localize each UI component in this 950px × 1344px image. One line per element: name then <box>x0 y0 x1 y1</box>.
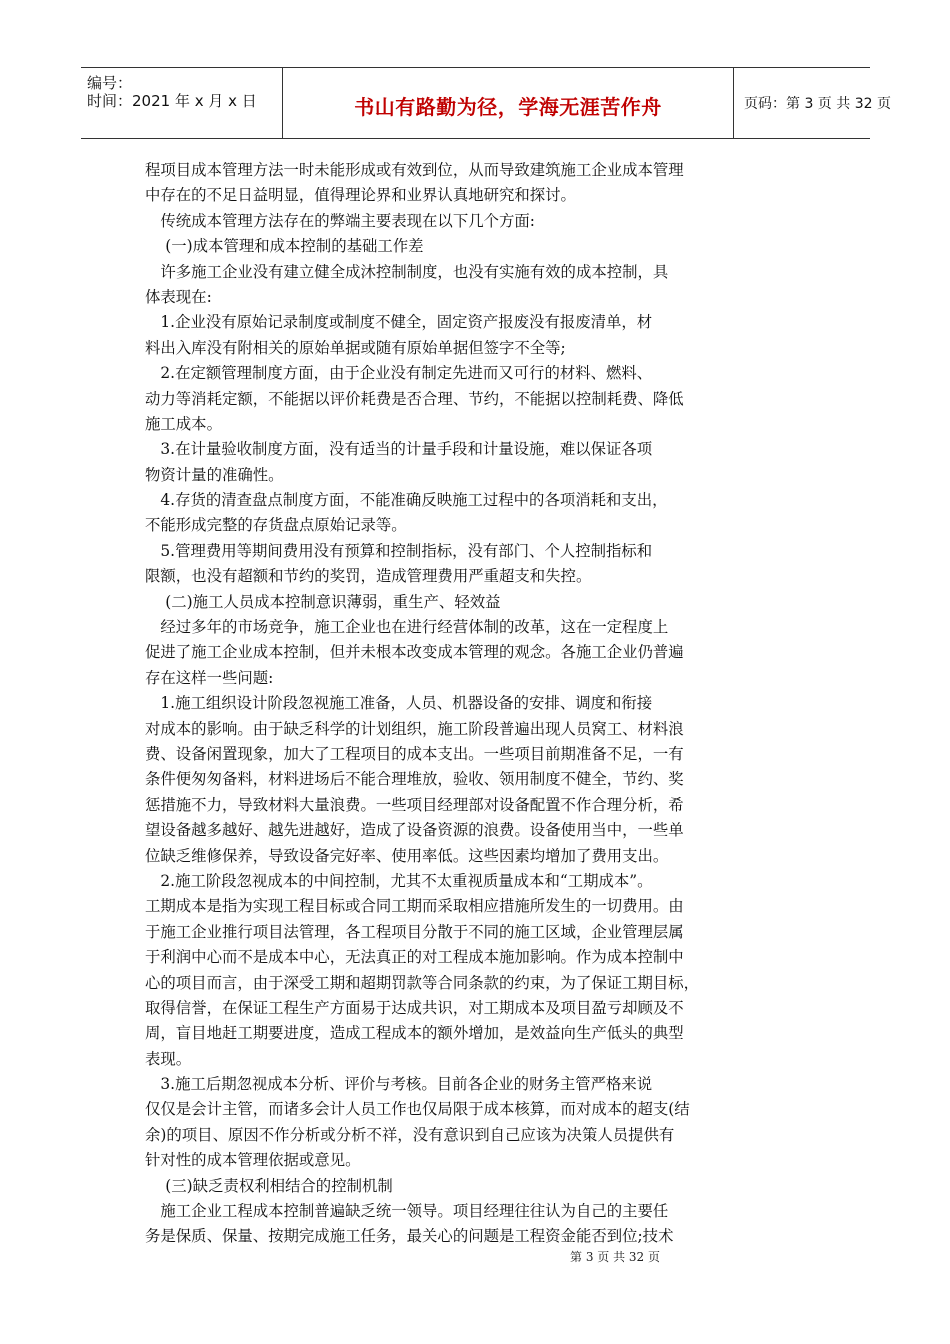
body-line: 位缺乏维修保养，导致设备完好率、使用率低。这些因素均增加了费用支出。 <box>145 846 669 865</box>
page-header <box>81 67 891 139</box>
header-page-cell <box>734 68 891 138</box>
body-line: 1.企业没有原始记录制度或制度不健全，固定资产报废没有报废清单，材 <box>145 313 653 332</box>
body-line: 体表现在: <box>145 287 212 306</box>
body-line: 心的项目而言，由于深受工期和超期罚款等合同条款的约束，为了保证工期目标， <box>145 973 700 992</box>
body-line: (一)成本管理和成本控制的基础工作差 <box>145 237 424 256</box>
body-line: (二)施工人员成本控制意识薄弱，重生产、轻效益 <box>145 592 501 611</box>
body-line: 余)的项目、原因不作分析或分析不祥，没有意识到自己应该为决策人员提供有 <box>145 1125 675 1144</box>
header-info-cell <box>81 68 283 138</box>
body-text <box>145 158 745 1250</box>
body-line: 3.施工后期忽视成本分析、评价与考核。目前各企业的财务主管严格来说 <box>145 1075 653 1094</box>
body-line: 于利润中心而不是成本中心，无法真正的对工程成本施加影响。作为成本控制中 <box>145 948 684 967</box>
body-line: 物资计量的准确性。 <box>145 465 284 484</box>
page-footer: 第 3 页 共 32 页 <box>570 1250 660 1264</box>
body-line: 2.施工阶段忽视成本的中间控制，尤其不太重视质量成本和“工期成本”。 <box>145 871 653 890</box>
body-line: 存在这样一些问题: <box>145 668 274 687</box>
body-line: 取得信誉，在保证工程生产方面易于达成共识，对工期成本及项目盈亏却顾及不 <box>145 998 684 1017</box>
body-line: 工期成本是指为实现工程目标或合同工期而采取相应措施所发生的一切费用。由 <box>145 897 684 916</box>
body-line: 惩措施不力，导致材料大量浪费。一些项目经理部对设备配置不作合理分析，希 <box>145 795 684 814</box>
body-line: 费、设备闲置现象，加大了工程项目的成本支出。一些项目前期准备不足，一有 <box>145 744 684 763</box>
page-code: 页码：第 3 页 共 32 页 <box>744 96 891 112</box>
motto-text: 书山有路勤为径，学海无涯苦作舟 <box>354 95 662 119</box>
body-line: 施工成本。 <box>145 414 222 433</box>
body-line: 施工企业工程成本控制普遍缺乏统一领导。项目经理往往认为自己的主要任 <box>145 1202 669 1221</box>
body-line: 1.施工组织设计阶段忽视施工准备，人员、机器设备的安排、调度和衔接 <box>145 694 653 713</box>
body-line: 动力等消耗定额，不能据以评价耗费是否合理、节约，不能据以控制耗费、降低 <box>145 389 684 408</box>
body-line: (三)缺乏责权利相结合的控制机制 <box>145 1176 393 1195</box>
body-line: 周，盲目地赶工期要进度，造成工程成本的额外增加，是效益向生产低头的典型 <box>145 1024 684 1043</box>
body-line: 条件便匆匆备料，材料进场后不能合理堆放，验收、领用制度不健全，节约、奖 <box>145 770 684 789</box>
body-line: 传统成本管理方法存在的弊端主要表现在以下几个方面: <box>145 211 535 230</box>
number-label: 编号： <box>87 74 133 92</box>
body-line: 2.在定额管理制度方面，由于企业没有制定先进而又可行的材料、燃料、 <box>145 364 653 383</box>
body-line: 对成本的影响。由于缺乏科学的计划组织，施工阶段普遍出现人员窝工、材料浪 <box>145 719 684 738</box>
body-line: 限额，也没有超额和节约的奖罚，造成管理费用严重超支和失控。 <box>145 567 592 586</box>
body-line: 程项目成本管理方法一时未能形成或有效到位，从而导致建筑施工企业成本管理 <box>145 161 684 179</box>
body-line: 针对性的成本管理依据或意见。 <box>145 1151 361 1170</box>
body-line: 促进了施工企业成本控制，但并未根本改变成本管理的观念。各施工企业仍普遍 <box>145 643 684 662</box>
body-line: 经过多年的市场竞争，施工企业也在进行经营体制的改革，这在一定程度上 <box>145 618 669 637</box>
body-line: 5.管理费用等期间费用没有预算和控制指标，没有部门、个人控制指标和 <box>145 541 653 560</box>
header-motto-cell <box>283 68 734 138</box>
body-line: 许多施工企业没有建立健全成沐控制制度，也没有实施有效的成本控制，具 <box>145 262 669 281</box>
body-line: 中存在的不足日益明显，值得理论界和业界认真地研究和探讨。 <box>145 186 576 205</box>
body-line: 4.存货的清查盘点制度方面，不能准确反映施工过程中的各项消耗和支出， <box>145 491 668 510</box>
body-line: 不能形成完整的存货盘点原始记录等。 <box>145 516 407 535</box>
body-line: 3.在计量验收制度方面，没有适当的计量手段和计量设施，难以保证各项 <box>145 440 653 459</box>
body-line: 表现。 <box>145 1049 192 1068</box>
time-label: 时间：2021 年 x 月 x 日 <box>87 92 257 110</box>
body-line: 务是保质、保量、按期完成施工任务，最关心的问题是工程资金能否到位;技术 <box>145 1227 674 1246</box>
body-line: 料出入库没有附相关的原始单据或随有原始单据但签字不全等; <box>145 338 566 357</box>
body-line: 仅仅是会计主管，而诸多会计人员工作也仅局限于成本核算，而对成本的超支(结 <box>145 1100 690 1119</box>
body-line: 望设备越多越好、越先进越好，造成了设备资源的浪费。设备使用当中，一些单 <box>145 821 684 840</box>
body-line: 于施工企业推行项目法管理，各工程项目分散于不同的施工区域，企业管理层属 <box>145 922 684 941</box>
